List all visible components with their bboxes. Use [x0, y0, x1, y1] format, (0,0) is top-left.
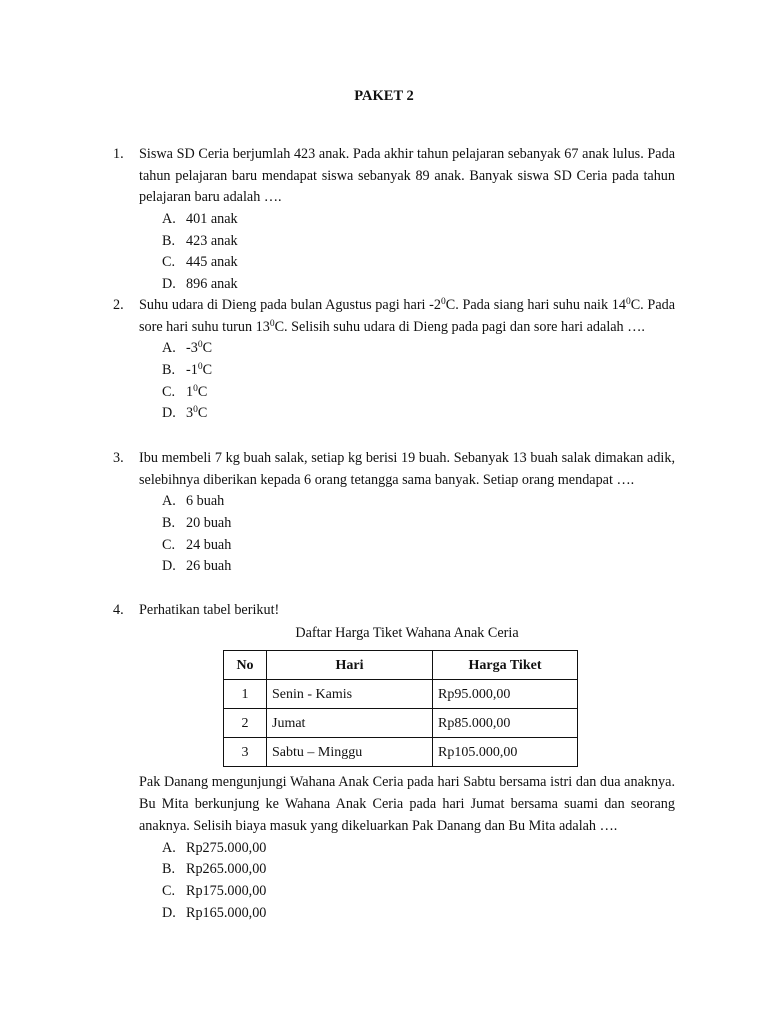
table-row [224, 738, 578, 767]
option-a: A. $-3^0C$ [162, 340, 213, 357]
table-cell: Senin - Kamis [267, 680, 433, 709]
table-cell: 1 [224, 680, 267, 709]
question-4 [113, 600, 675, 924]
question-number: 3. [113, 450, 124, 466]
table-cell: Rp105.000,00 [433, 738, 578, 767]
question-text: Siswa SD Ceria berjumlah 423 anak. Pada akhir tahun pelajaran sebanyak 67 anak lulus. Pada tahun pelajaran baru mendapat siswa sebanyak 89 anak. Banyak siswa SD Ceria pada tahun pelajaran baru adalah …. [139, 146, 675, 206]
question-1 [113, 144, 675, 296]
question-2 [113, 295, 675, 425]
option-a: A. 6 buah [162, 493, 225, 510]
option-list [162, 209, 675, 296]
column-header-no: No [224, 651, 267, 680]
option-d: D. Rp165.000,00 [162, 904, 267, 921]
table-header-row [224, 651, 578, 680]
option-list [162, 838, 675, 925]
question-text: Suhu udara di Dieng pada bulan Agustus pagi hari $-2^0C$. Pada siang hari suhu naik $14^0C$. Pada sore hari suhu turun $13^0C$. Selisih suhu udara di Dieng pada pagi dan sore hari adalah …. [139, 297, 676, 335]
option-d: D. 896 anak [162, 276, 238, 293]
page-title: PAKET 2 [354, 88, 414, 104]
option-list [162, 338, 675, 425]
table-row [224, 709, 578, 738]
table-cell: Jumat [267, 709, 433, 738]
column-header-harga: Harga Tiket [433, 651, 578, 680]
table-cell: 2 [224, 709, 267, 738]
option-b: B. $-1^0C$ [162, 362, 213, 379]
question-text: Perhatikan tabel berikut! [139, 602, 280, 618]
table-cell: 3 [224, 738, 267, 767]
table-row [224, 680, 578, 709]
table-caption: Daftar Harga Tiket Wahana Anak Ceria [295, 624, 519, 641]
question-text-continued: Pak Danang mengunjungi Wahana Anak Ceria pada hari Sabtu bersama istri dan dua anaknya. Bu Mita berkunjung ke Wahana Anak Ceria pada hari Jumat bersama suami dan seorang anaknya. Selisih biaya masuk yang dikeluarkan Pak Danang dan Bu Mita adalah …. [139, 774, 675, 834]
option-list [162, 491, 675, 578]
question-number: 1. [113, 146, 124, 162]
table-cell: Sabtu – Minggu [267, 738, 433, 767]
option-b: B. 423 anak [162, 232, 238, 249]
option-c: C. Rp175.000,00 [162, 882, 267, 899]
question-text: Ibu membeli 7 kg buah salak, setiap kg berisi 19 buah. Sebanyak 13 buah salak dimakan adik, selebihnya diberikan kepada 6 orang tetangga sama banyak. Setiap orang mendapat …. [139, 450, 675, 488]
ticket-price-table [223, 650, 578, 767]
option-c: C. 24 buah [162, 536, 232, 553]
option-a: A. 401 anak [162, 211, 238, 228]
option-b: B. 20 buah [162, 515, 232, 532]
option-a: A. Rp275.000,00 [162, 839, 267, 856]
column-header-hari: Hari [267, 651, 433, 680]
option-b: B. Rp265.000,00 [162, 861, 267, 878]
question-3 [113, 448, 675, 578]
table-cell: Rp85.000,00 [433, 709, 578, 738]
option-d: D. 26 buah [162, 558, 232, 575]
question-number: 4. [113, 602, 124, 618]
option-c: C. $1^0C$ [162, 383, 208, 400]
option-d: D. $3^0C$ [162, 405, 208, 422]
question-number: 2. [113, 297, 124, 313]
table-cell: Rp95.000,00 [433, 680, 578, 709]
option-c: C. 445 anak [162, 254, 238, 271]
